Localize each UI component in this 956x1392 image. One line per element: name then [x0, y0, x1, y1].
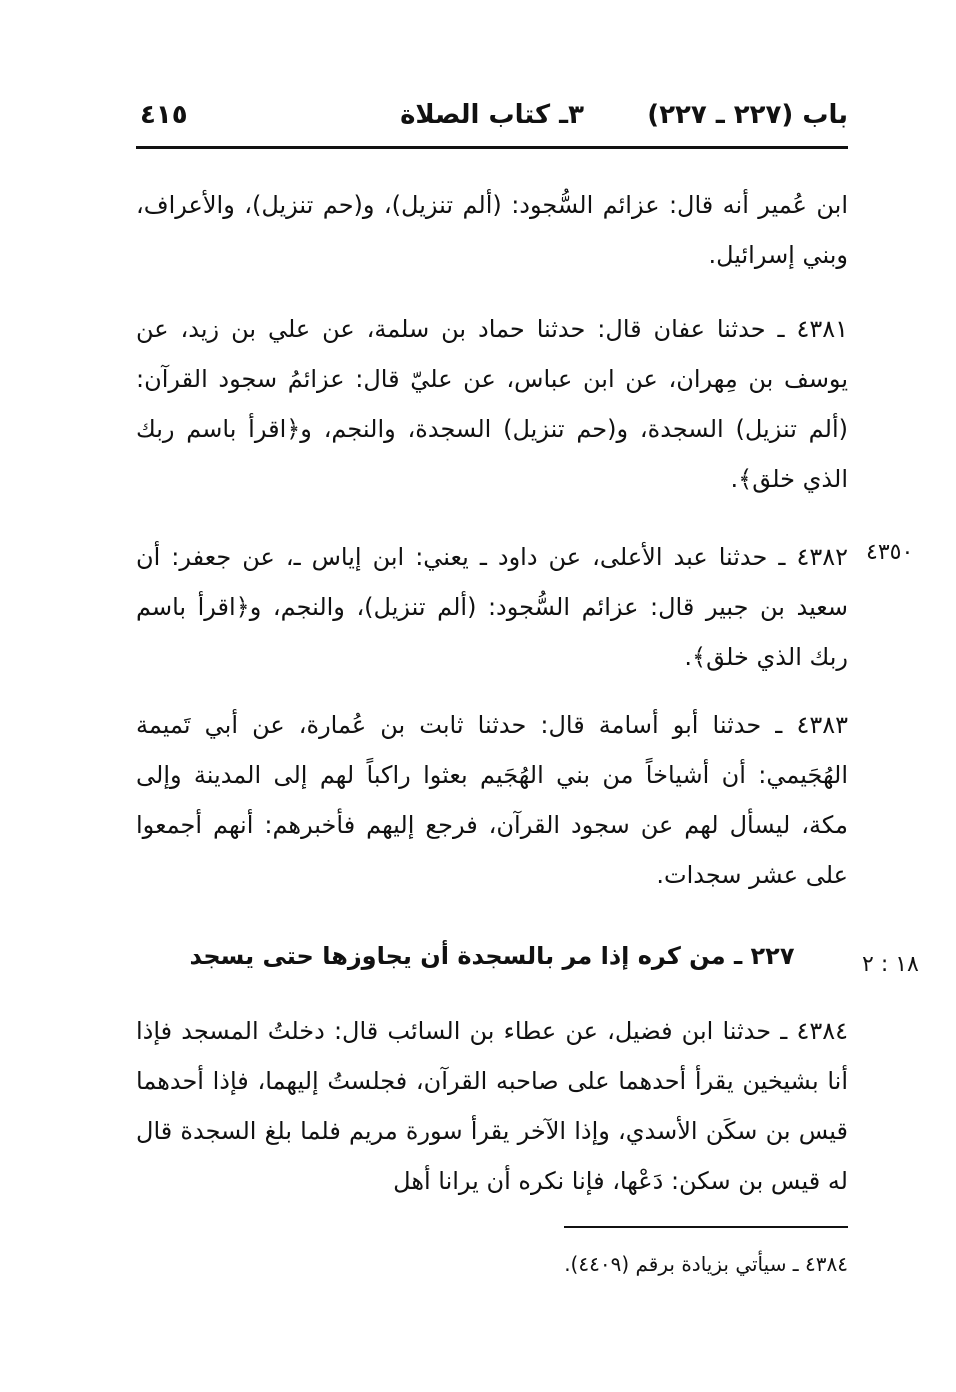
paragraph-continuation: ابن عُمير أنه قال: عزائم السُّجود: (ألم تنزيل)، و(حم تنزيل)، والأعراف، وبني إسرائيل.	[136, 191, 848, 269]
hadith-4381: ٤٣٨١ ـ حدثنا عفان قال: حدثنا حماد بن سلمة، عن علي بن زيد، عن يوسف بن مِهران، عن ابن عباس، عن عليّ قال: عزائمُ سجود القرآن: (ألم تنزيل) السجدة، و(حم تنزيل) السجدة، والنجم، و﴿اقرأ باسم ربك الذي خلق﴾.	[136, 315, 848, 493]
page-header	[136, 96, 848, 144]
page-number: ٤١٥	[140, 100, 188, 130]
header-rule	[136, 146, 848, 149]
hadith-4382: ٤٣٨٢ ـ حدثنا عبد الأعلى، عن داود ـ يعني: ابن إياس ـ، عن جعفر: أن سعيد بن جبير قال: عزائم السُّجود: (ألم تنزيل)، والنجم، و﴿اقرأ باسم ربك الذي خلق﴾.	[136, 543, 848, 671]
footnote-rule	[564, 1226, 848, 1228]
section-heading: ٢٢٧ ـ من كره إذا مر بالسجدة أن يجاوزها حتى يسجد	[189, 942, 795, 970]
footnote: ٤٣٨٤ ـ سيأتي بزيادة برقم (٤٤٠٩).	[564, 1252, 848, 1276]
chapter-range: باب (٢٢٧ ـ ٢٢٧)	[647, 100, 848, 130]
margin-reference-2: ١٨ : ٢	[862, 952, 919, 977]
hadith-4383: ٤٣٨٣ ـ حدثنا أبو أسامة قال: حدثنا ثابت بن عُمارة، عن أبي تَميمة الهُجَيمي: أن أشياخاً من بني الهُجَيم بعثوا راكباً لهم إلى المدينة وإلى مكة، ليسأل لهم عن سجود القرآن، فرجع إليهم فأخبرهم: أنهم أجمعوا على عشر سجدات.	[136, 711, 848, 889]
hadith-4384: ٤٣٨٤ ـ حدثنا ابن فضيل، عن عطاء بن السائب قال: دخلتُ المسجد فإذا أنا بشيخين يقرأ أحدهما على صاحبه القرآن، فجلستُ إليهما، فإذا أحدهما قيس بن سكَن الأسدي، وإذا الآخر يقرأ سورة مريم فلما بلغ السجدة قال له قيس بن سكن: دَعْها، فإنا نكره أن يرانا أهل	[136, 1017, 848, 1195]
margin-reference-1: ٤٣٥٠	[866, 540, 914, 565]
book-title: ٣ـ كتاب الصلاة	[400, 100, 584, 130]
